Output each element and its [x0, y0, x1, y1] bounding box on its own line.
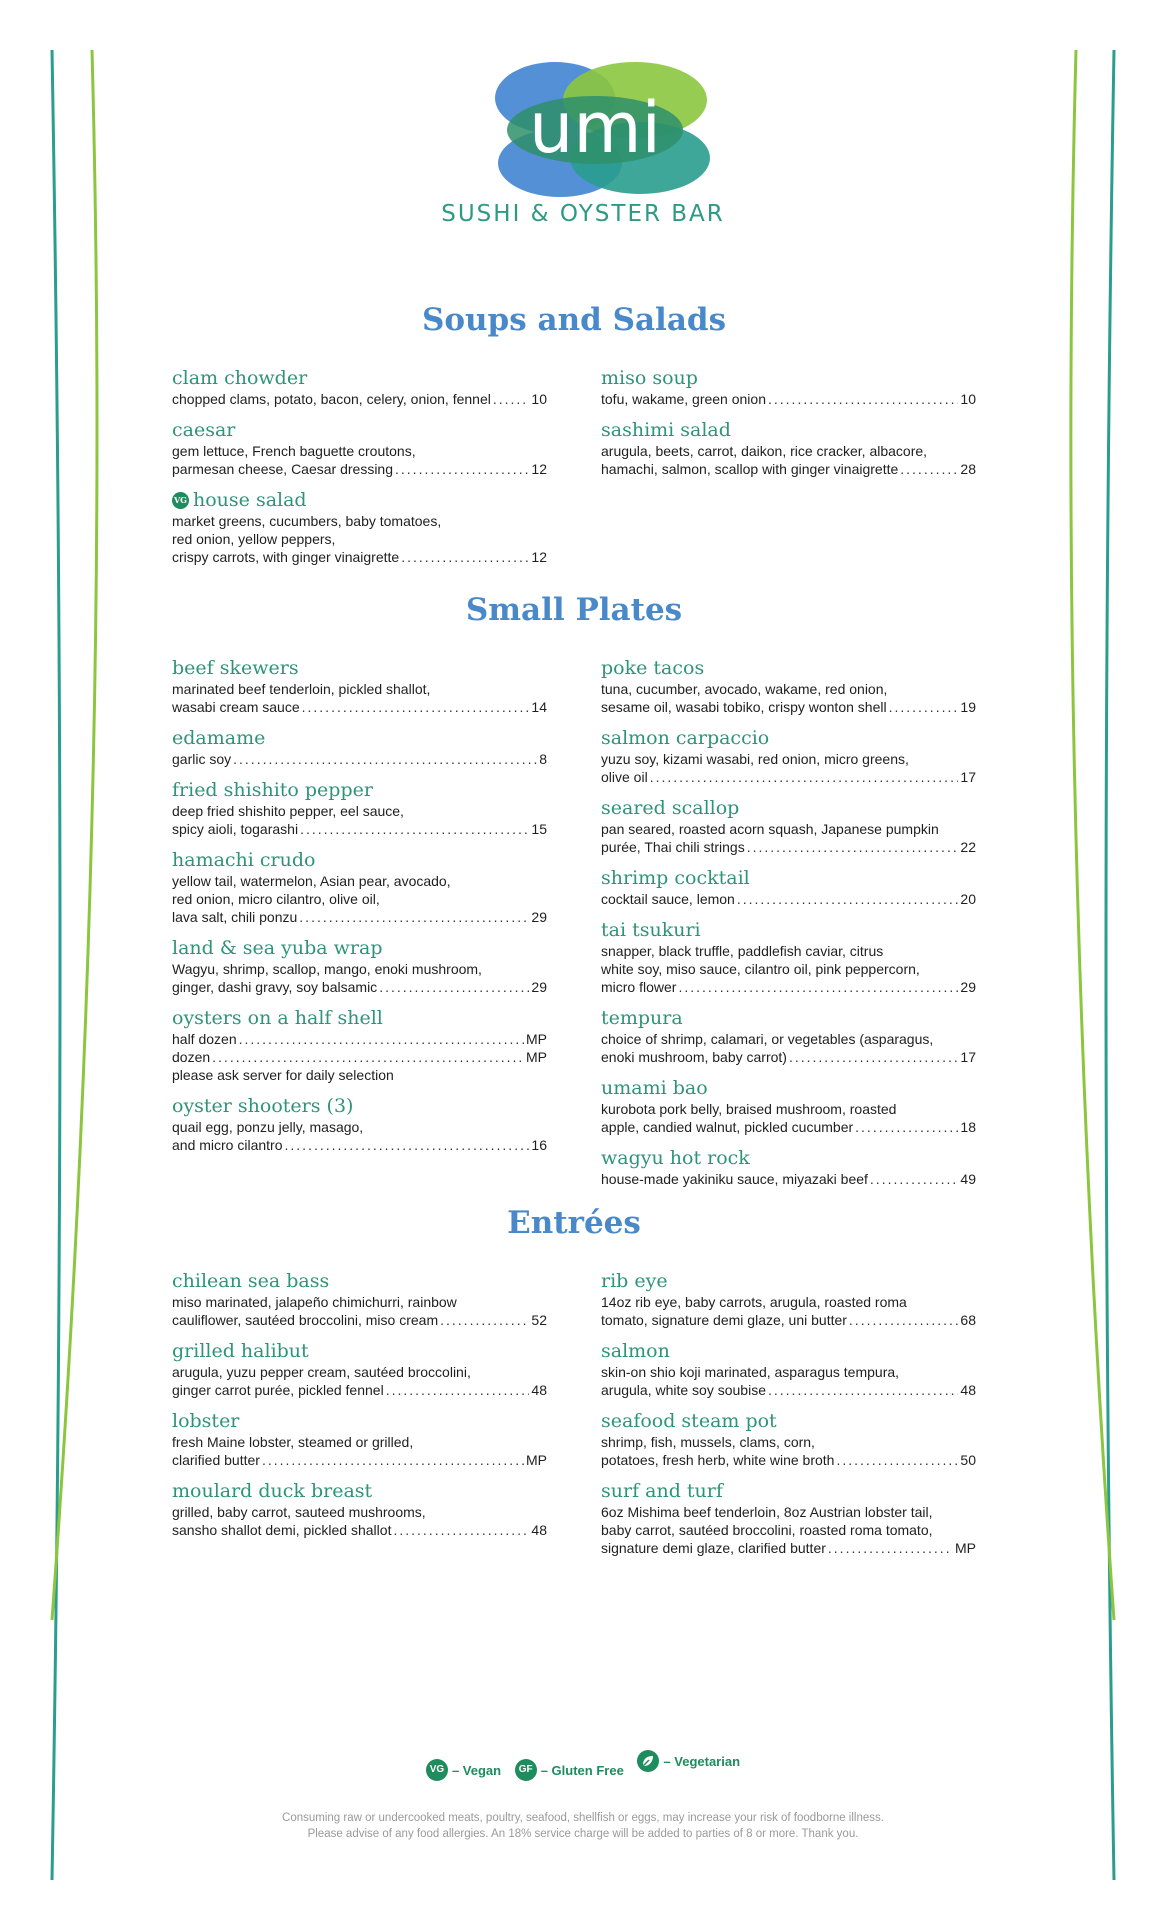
item-name	[172, 1409, 547, 1433]
dot-leader	[768, 390, 958, 408]
item-price: 17	[960, 769, 976, 785]
item-name	[172, 488, 547, 512]
vegan-badge: VG	[172, 492, 189, 509]
item-note: please ask server for daily selection	[172, 1067, 394, 1083]
item-description-line: house-made yakiniku sauce, miyazaki beef	[601, 1171, 868, 1187]
menu-item	[601, 1479, 976, 1557]
item-description-line: white soy, miso sauce, cilantro oil, pink peppercorn,	[601, 961, 920, 977]
dot-leader	[768, 1381, 958, 1399]
item-description-line: snapper, black truffle, paddlefish caviar, citrus	[601, 943, 884, 959]
legend-vegetarian	[637, 1750, 740, 1772]
menu-item	[601, 1339, 976, 1399]
item-name-text: shrimp cocktail	[601, 867, 750, 889]
item-name	[172, 1006, 547, 1030]
item-description-line: lava salt, chili ponzu	[172, 909, 298, 925]
item-price: MP	[955, 1540, 976, 1556]
menu-item	[172, 936, 547, 996]
dot-leader	[440, 1311, 529, 1329]
dot-leader	[300, 820, 529, 838]
item-description-line: ginger, dashi gravy, soy balsamic	[172, 979, 378, 995]
item-price: 16	[531, 1137, 547, 1153]
item-price: MP	[526, 1452, 547, 1468]
menu-item	[601, 1006, 976, 1066]
price-line	[601, 768, 976, 786]
section-soups-salads	[172, 302, 976, 576]
item-name-text: seafood steam pot	[601, 1410, 777, 1432]
item-name-text: oyster shooters (3)	[172, 1095, 354, 1117]
item-name	[601, 656, 976, 680]
price-line	[601, 1381, 976, 1399]
item-name	[601, 1076, 976, 1100]
price-line	[172, 548, 547, 566]
menu-item	[172, 1339, 547, 1399]
tagline: SUSHI & OYSTER BAR	[441, 201, 725, 227]
menu-item	[172, 1006, 547, 1084]
item-name-text: salmon carpaccio	[601, 727, 770, 749]
item-name	[172, 366, 547, 390]
item-name-text: wagyu hot rock	[601, 1147, 750, 1169]
item-name-text: surf and turf	[601, 1480, 723, 1502]
item-name-text: salmon	[601, 1340, 670, 1362]
item-description-line: red onion, micro cilantro, olive oil,	[172, 891, 380, 907]
price-line	[172, 1048, 547, 1066]
footer-line-2: Please advise of any food allergies. An 18% service charge will be added to parties of 8 or more. Thank you.	[307, 1828, 859, 1840]
item-name-text: umami bao	[601, 1077, 708, 1099]
item-description-line: tomato, signature demi glaze, uni butter	[601, 1312, 847, 1328]
price-line	[601, 698, 976, 716]
item-name	[172, 656, 547, 680]
footer-disclaimer	[0, 1810, 1166, 1842]
item-name	[172, 1094, 547, 1118]
entrees-left-column	[172, 1269, 547, 1567]
menu-item	[172, 778, 547, 838]
dot-leader	[747, 838, 959, 856]
menu-item	[601, 366, 976, 408]
dot-leader	[678, 978, 958, 996]
price-line	[601, 1539, 976, 1557]
item-name	[172, 418, 547, 442]
item-name	[601, 1146, 976, 1170]
section-title: Soups and Salads	[421, 302, 727, 338]
item-description-line: spicy aioli, togarashi	[172, 821, 299, 837]
umi-logo	[465, 58, 725, 198]
price-line	[172, 698, 547, 716]
dot-leader	[386, 1381, 530, 1399]
leaf-icon	[637, 1750, 659, 1772]
legend-vegan-label: – Vegan	[451, 1762, 502, 1778]
price-line	[172, 978, 547, 996]
dot-leader	[828, 1539, 953, 1557]
item-description-line: 6oz Mishima beef tenderloin, 8oz Austrian lobster tail,	[601, 1504, 933, 1520]
price-line	[172, 750, 547, 768]
item-name-text: edamame	[172, 727, 266, 749]
item-name-text: seared scallop	[601, 797, 740, 819]
item-name	[601, 796, 976, 820]
item-description-line: and micro cilantro	[172, 1137, 283, 1153]
item-name-text: tai tsukuri	[601, 919, 701, 941]
item-description-line: market greens, cucumbers, baby tomatoes,	[172, 513, 442, 529]
price-line	[601, 1118, 976, 1136]
price-line	[172, 390, 547, 408]
price-line	[172, 460, 547, 478]
item-description-line: wasabi cream sauce	[172, 699, 300, 715]
item-description-line: cocktail sauce, lemon	[601, 891, 735, 907]
dot-leader	[789, 1048, 958, 1066]
item-name-text: tempura	[601, 1007, 683, 1029]
item-description-line: skin-on shio koji marinated, asparagus tempura,	[601, 1364, 900, 1380]
legend-gluten-free-label: – Gluten Free	[540, 1762, 624, 1778]
dot-leader	[401, 548, 529, 566]
dot-leader	[870, 1170, 959, 1188]
menu-item	[172, 488, 547, 566]
dot-leader	[889, 698, 959, 716]
item-price: 22	[960, 839, 976, 855]
item-description-line: gem lettuce, French baguette croutons,	[172, 443, 416, 459]
dot-leader	[395, 460, 529, 478]
menu-item	[601, 418, 976, 478]
dot-leader	[239, 1030, 524, 1048]
item-name	[601, 866, 976, 890]
item-name	[601, 1006, 976, 1030]
item-description-line: hamachi, salmon, scallop with ginger vinaigrette	[601, 461, 899, 477]
item-name-text: lobster	[172, 1410, 240, 1432]
dot-leader	[212, 1048, 524, 1066]
section-title: Small Plates	[465, 592, 683, 628]
menu-item	[601, 866, 976, 908]
menu-item	[601, 796, 976, 856]
item-name-text: sashimi salad	[601, 419, 731, 441]
item-description-line: grilled, baby carrot, sauteed mushrooms,	[172, 1504, 426, 1520]
item-name-text: poke tacos	[601, 657, 705, 679]
soups-left-column	[172, 366, 547, 576]
item-description-line: clarified butter	[172, 1452, 260, 1468]
item-description-line: apple, candied walnut, pickled cucumber	[601, 1119, 854, 1135]
item-price: 18	[960, 1119, 976, 1135]
legend-vegetarian-label: – Vegetarian	[663, 1753, 741, 1769]
item-price: 14	[531, 699, 547, 715]
item-name	[601, 918, 976, 942]
item-name	[172, 1479, 547, 1503]
gluten-free-badge: GF	[515, 1759, 537, 1781]
item-description-line: marinated beef tenderloin, pickled shallot,	[172, 681, 431, 697]
item-description-line: baby carrot, sautéed broccolini, roasted roma tomato,	[601, 1522, 933, 1538]
menu-item	[601, 1409, 976, 1469]
item-price: 50	[960, 1452, 976, 1468]
menu-item	[601, 1076, 976, 1136]
item-name	[601, 1269, 976, 1293]
item-price: 48	[960, 1382, 976, 1398]
logo-wordmark: umi	[528, 87, 662, 169]
item-description-line: sesame oil, wasabi tobiko, crispy wonton shell	[601, 699, 887, 715]
item-description-line: half dozen	[172, 1031, 237, 1047]
item-description-line: micro flower	[601, 979, 677, 995]
item-name-text: land & sea yuba wrap	[172, 937, 383, 959]
item-description-line: shrimp, fish, mussels, clams, corn,	[601, 1434, 815, 1450]
item-description-line: sansho shallot demi, pickled shallot	[172, 1522, 392, 1538]
item-description-line: signature demi glaze, clarified butter	[601, 1540, 826, 1556]
item-description-line: purée, Thai chili strings	[601, 839, 745, 855]
item-description-line: chopped clams, potato, bacon, celery, onion, fennel	[172, 391, 491, 407]
item-price: 48	[531, 1382, 547, 1398]
menu-item	[172, 418, 547, 478]
item-description-line: cauliflower, sautéed broccolini, miso cream	[172, 1312, 439, 1328]
item-price: 8	[539, 751, 547, 767]
menu-item	[601, 656, 976, 716]
item-name-text: house salad	[193, 489, 307, 511]
item-description-line: choice of shrimp, calamari, or vegetables (asparagus,	[601, 1031, 934, 1047]
item-description-line: olive oil	[601, 769, 648, 785]
price-line	[601, 1048, 976, 1066]
item-description-line: arugula, white soy soubise	[601, 1382, 766, 1398]
menu-item	[172, 1094, 547, 1154]
dot-leader	[737, 890, 959, 908]
price-line	[172, 1451, 547, 1469]
item-price: 52	[531, 1312, 547, 1328]
legend-gluten-free	[515, 1759, 624, 1781]
item-name	[172, 848, 547, 872]
item-name-text: grilled halibut	[172, 1340, 309, 1362]
price-line	[172, 1030, 547, 1048]
item-description-line: Wagyu, shrimp, scallop, mango, enoki mushroom,	[172, 961, 482, 977]
dot-leader	[233, 750, 537, 768]
price-line	[601, 890, 976, 908]
item-description-line: 14oz rib eye, baby carrots, arugula, roasted roma	[601, 1294, 907, 1310]
price-line	[601, 460, 976, 478]
item-description-line: pan seared, roasted acorn squash, Japanese pumpkin	[601, 821, 939, 837]
item-description-line: fresh Maine lobster, steamed or grilled,	[172, 1434, 414, 1450]
dot-leader	[855, 1118, 958, 1136]
item-description-line: miso marinated, jalapeño chimichurri, rainbow	[172, 1294, 457, 1310]
item-description-line: garlic soy	[172, 751, 232, 767]
item-name	[172, 778, 547, 802]
item-name	[601, 366, 976, 390]
item-name	[172, 1269, 547, 1293]
legend-vegan	[426, 1759, 501, 1781]
item-name-text: rib eye	[601, 1270, 668, 1292]
item-price: 29	[531, 909, 547, 925]
section-small-plates	[172, 592, 976, 1198]
menu-item	[172, 1409, 547, 1469]
menu-item	[172, 656, 547, 716]
item-name	[601, 1479, 976, 1503]
dot-leader	[393, 1521, 529, 1539]
price-line	[172, 1381, 547, 1399]
item-price: 10	[960, 391, 976, 407]
menu-item	[601, 1269, 976, 1329]
item-price: MP	[526, 1031, 547, 1047]
item-description-line: parmesan cheese, Caesar dressing	[172, 461, 394, 477]
dot-leader	[302, 698, 530, 716]
item-price: 12	[531, 549, 547, 565]
menu-item	[172, 726, 547, 768]
price-line	[601, 978, 976, 996]
item-price: 10	[531, 391, 547, 407]
item-price: 20	[960, 891, 976, 907]
item-price: 19	[960, 699, 976, 715]
item-price: MP	[526, 1049, 547, 1065]
price-line	[601, 1170, 976, 1188]
dot-leader	[379, 978, 529, 996]
menu-item	[601, 918, 976, 996]
dot-leader	[285, 1136, 530, 1154]
section-title: Entrées	[507, 1205, 641, 1241]
item-price: 29	[531, 979, 547, 995]
price-line	[172, 1136, 547, 1154]
dot-leader	[262, 1451, 524, 1469]
item-description-line: arugula, beets, carrot, daikon, rice cracker, albacore,	[601, 443, 928, 459]
item-price: 12	[531, 461, 547, 477]
item-description-line: tuna, cucumber, avocado, wakame, red onion,	[601, 681, 888, 697]
item-price: 28	[960, 461, 976, 477]
item-price: 68	[960, 1312, 976, 1328]
menu-item	[601, 1146, 976, 1188]
item-description-line: red onion, yellow peppers,	[172, 531, 336, 547]
item-name	[172, 726, 547, 750]
item-name-text: clam chowder	[172, 367, 308, 389]
item-name	[172, 1339, 547, 1363]
price-line	[172, 1311, 547, 1329]
item-price: 29	[960, 979, 976, 995]
item-name	[601, 1339, 976, 1363]
menu-item	[172, 1269, 547, 1329]
soups-right-column	[601, 366, 976, 576]
small-right-column	[601, 656, 976, 1198]
item-name	[601, 1409, 976, 1433]
item-description-line: quail egg, ponzu jelly, masago,	[172, 1119, 364, 1135]
item-price: 49	[960, 1171, 976, 1187]
price-line	[172, 820, 547, 838]
menu-item	[601, 726, 976, 786]
dot-leader	[650, 768, 959, 786]
price-line	[601, 390, 976, 408]
small-left-column	[172, 656, 547, 1198]
item-description-line: potatoes, fresh herb, white wine broth	[601, 1452, 835, 1468]
footer-line-1: Consuming raw or undercooked meats, poultry, seafood, shellfish or eggs, may increase your risk of foodborne illness.	[282, 1812, 884, 1824]
item-description-line: arugula, yuzu pepper cream, sautéed broccolini,	[172, 1364, 471, 1380]
section-entrees	[172, 1205, 976, 1567]
menu-item	[172, 1479, 547, 1539]
item-description-line: kurobota pork belly, braised mushroom, roasted	[601, 1101, 897, 1117]
price-line	[601, 838, 976, 856]
menu-item	[172, 366, 547, 408]
item-description-line: deep fried shishito pepper, eel sauce,	[172, 803, 404, 819]
item-description-line: dozen	[172, 1049, 211, 1065]
item-name	[172, 936, 547, 960]
item-description-line: yellow tail, watermelon, Asian pear, avocado,	[172, 873, 451, 889]
price-line	[172, 908, 547, 926]
price-line	[172, 1521, 547, 1539]
item-name-text: moulard duck breast	[172, 1480, 373, 1502]
item-name	[601, 726, 976, 750]
item-description-line: ginger carrot purée, pickled fennel	[172, 1382, 384, 1398]
price-line	[601, 1311, 976, 1329]
dietary-legend	[0, 1750, 1166, 1781]
item-name-text: hamachi crudo	[172, 849, 316, 871]
item-name-text: miso soup	[601, 367, 698, 389]
item-description-line: tofu, wakame, green onion	[601, 391, 766, 407]
item-name-text: caesar	[172, 419, 236, 441]
item-name-text: beef skewers	[172, 657, 299, 679]
dot-leader	[299, 908, 529, 926]
entrees-right-column	[601, 1269, 976, 1567]
item-name-text: fried shishito pepper	[172, 779, 373, 801]
item-name-text: oysters on a half shell	[172, 1007, 383, 1029]
item-name-text: chilean sea bass	[172, 1270, 330, 1292]
item-description-line: yuzu soy, kizami wasabi, red onion, micro greens,	[601, 751, 909, 767]
item-price: 48	[531, 1522, 547, 1538]
item-price: 15	[531, 821, 547, 837]
item-name	[601, 418, 976, 442]
dot-leader	[849, 1311, 959, 1329]
menu-item	[172, 848, 547, 926]
item-price: 17	[960, 1049, 976, 1065]
item-description-line: crispy carrots, with ginger vinaigrette	[172, 549, 400, 565]
dot-leader	[493, 390, 530, 408]
dot-leader	[836, 1451, 958, 1469]
dot-leader	[900, 460, 958, 478]
price-line	[601, 1451, 976, 1469]
vegan-badge: VG	[426, 1759, 448, 1781]
item-description-line: enoki mushroom, baby carrot)	[601, 1049, 787, 1065]
